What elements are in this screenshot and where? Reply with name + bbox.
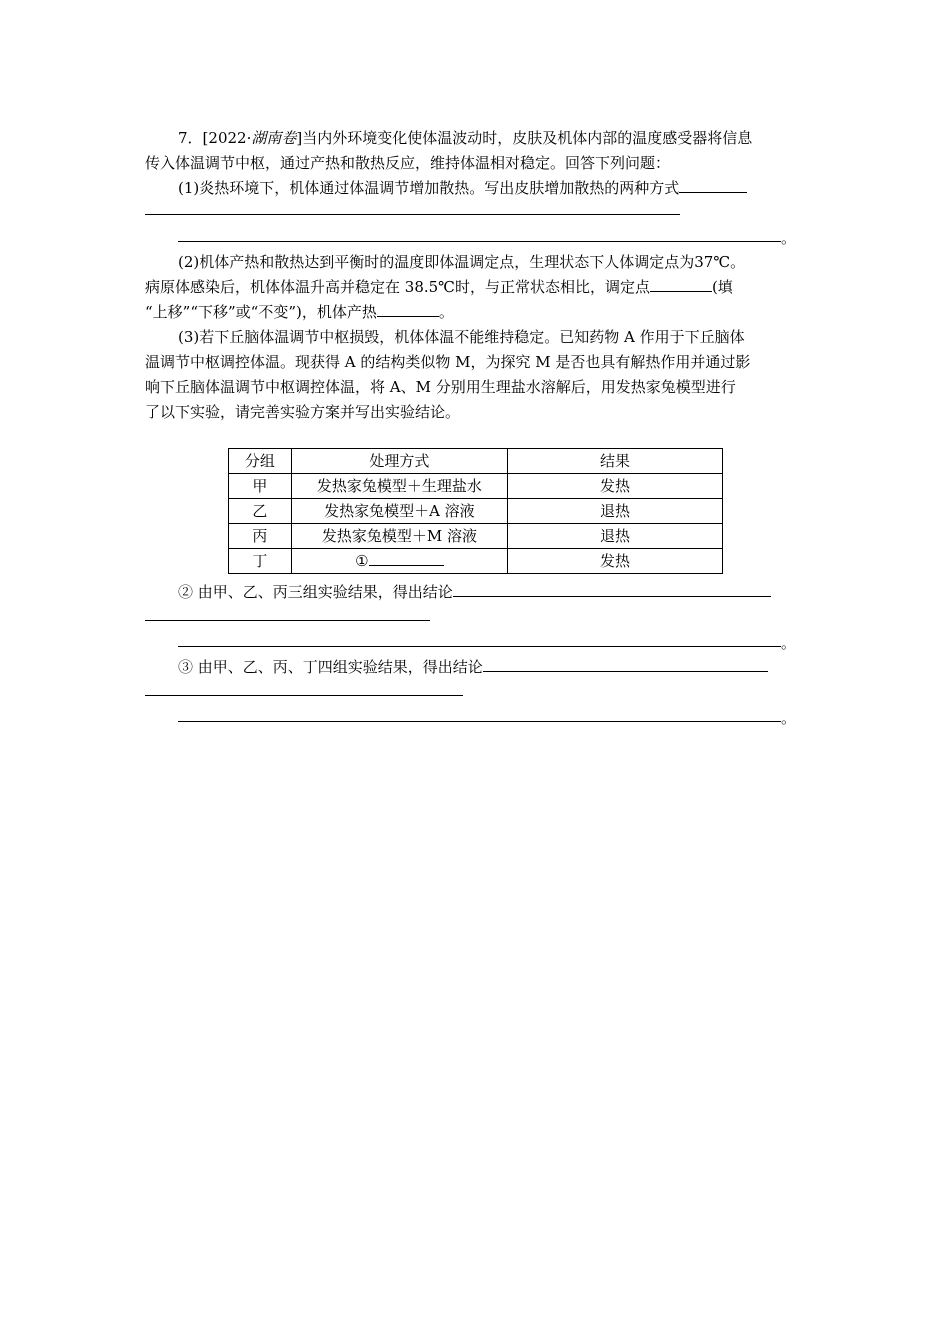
treatment-cell — [291, 549, 507, 574]
conclusion2-prompt — [178, 582, 771, 602]
part3-line2: 温调节中枢调控体温。现获得 A 的结构类似物 M，为探究 M 是否也具有解热作用并通过影 — [145, 353, 751, 371]
conclusion2-answer-line-2[interactable] — [178, 646, 781, 647]
part2-line3-text: “上移”“下移”或“不变”)，机体产热 — [145, 303, 377, 321]
part1-end-mark: 。 — [781, 229, 797, 247]
group-cell: 乙 — [229, 499, 292, 524]
conclusion3-answer-line-1[interactable] — [145, 695, 463, 696]
treatment-marker: ① — [355, 552, 369, 570]
group-cell: 甲 — [229, 474, 292, 499]
part1-text: (1)炎热环境下，机体通过体温调节增加散热。写出皮肤增加散热的两种方式 — [178, 179, 680, 197]
conclusion3-answer-line-2[interactable] — [178, 721, 781, 722]
question-number: 7． — [178, 129, 203, 147]
conclusion3-text: ③ 由甲、乙、丙、丁四组实验结果，得出结论 — [178, 658, 483, 676]
treatment-cell: 发热家兔模型＋生理盐水 — [291, 474, 507, 499]
treatment-answer-blank[interactable] — [369, 550, 444, 566]
table-header-row — [229, 449, 723, 474]
experiment-table — [228, 448, 723, 574]
part1-answer-line-1[interactable] — [145, 214, 680, 215]
part2-line2-suffix: (填 — [711, 278, 733, 296]
part2-line2 — [145, 277, 733, 297]
part3-line3: 响下丘脑体温调节中枢调控体温，将 A、M 分别用生理盐水溶解后，用发热家兔模型进行 — [145, 378, 736, 396]
table-row — [229, 499, 723, 524]
intro-text-1: 当内外环境变化使体温波动时，皮肤及机体内部的温度感受器将信息 — [302, 129, 753, 147]
conclusion3-prompt — [178, 657, 768, 677]
part1-answer-line-2[interactable] — [178, 241, 781, 242]
conclusion3-answer-blank[interactable] — [483, 657, 768, 672]
result-cell: 发热 — [508, 474, 723, 499]
conclusion2-text: ② 由甲、乙、丙三组实验结果，得出结论 — [178, 583, 453, 601]
group-cell: 丙 — [229, 524, 292, 549]
part1-prompt — [178, 178, 747, 198]
table-row — [229, 524, 723, 549]
header-group: 分组 — [229, 449, 292, 474]
source-prefix: [2022· — [202, 129, 252, 147]
question-intro-line1 — [178, 128, 752, 148]
question-intro-line2: 传入体温调节中枢，通过产热和散热反应，维持体温相对稳定。回答下列问题： — [145, 154, 671, 172]
result-cell: 发热 — [508, 549, 723, 574]
conclusion2-end-mark: 。 — [781, 634, 797, 652]
conclusion2-answer-blank[interactable] — [453, 582, 771, 597]
header-treatment: 处理方式 — [291, 449, 507, 474]
setpoint-answer-blank[interactable] — [650, 277, 712, 292]
part2-line1: (2)机体产热和散热达到平衡时的温度即体温调定点，生理状态下人体调定点为37℃。 — [178, 253, 746, 271]
header-result: 结果 — [508, 449, 723, 474]
heat-production-answer-blank[interactable] — [377, 302, 439, 317]
part2-line2-text: 病原体感染后，机体体温升高并稳定在 38.5℃时，与正常状态相比，调定点 — [145, 278, 650, 296]
treatment-cell: 发热家兔模型＋A 溶液 — [291, 499, 507, 524]
part2-line3-end: 。 — [438, 303, 454, 321]
result-cell: 退热 — [508, 524, 723, 549]
table-row — [229, 549, 723, 574]
table-row — [229, 474, 723, 499]
part2-line3 — [145, 302, 454, 322]
part3-line1: (3)若下丘脑体温调节中枢损毁，机体体温不能维持稳定。已知药物 A 作用于下丘脑体 — [178, 328, 745, 346]
result-cell: 退热 — [508, 499, 723, 524]
treatment-cell: 发热家兔模型＋M 溶液 — [291, 524, 507, 549]
source-name: 湖南卷 — [251, 129, 297, 147]
part1-answer-blank[interactable] — [679, 178, 747, 193]
part3-line4: 了以下实验，请完善实验方案并写出实验结论。 — [145, 403, 461, 421]
source-suffix: ] — [296, 129, 303, 147]
conclusion3-end-mark: 。 — [781, 709, 797, 727]
group-cell: 丁 — [229, 549, 292, 574]
conclusion2-answer-line-1[interactable] — [145, 620, 430, 621]
